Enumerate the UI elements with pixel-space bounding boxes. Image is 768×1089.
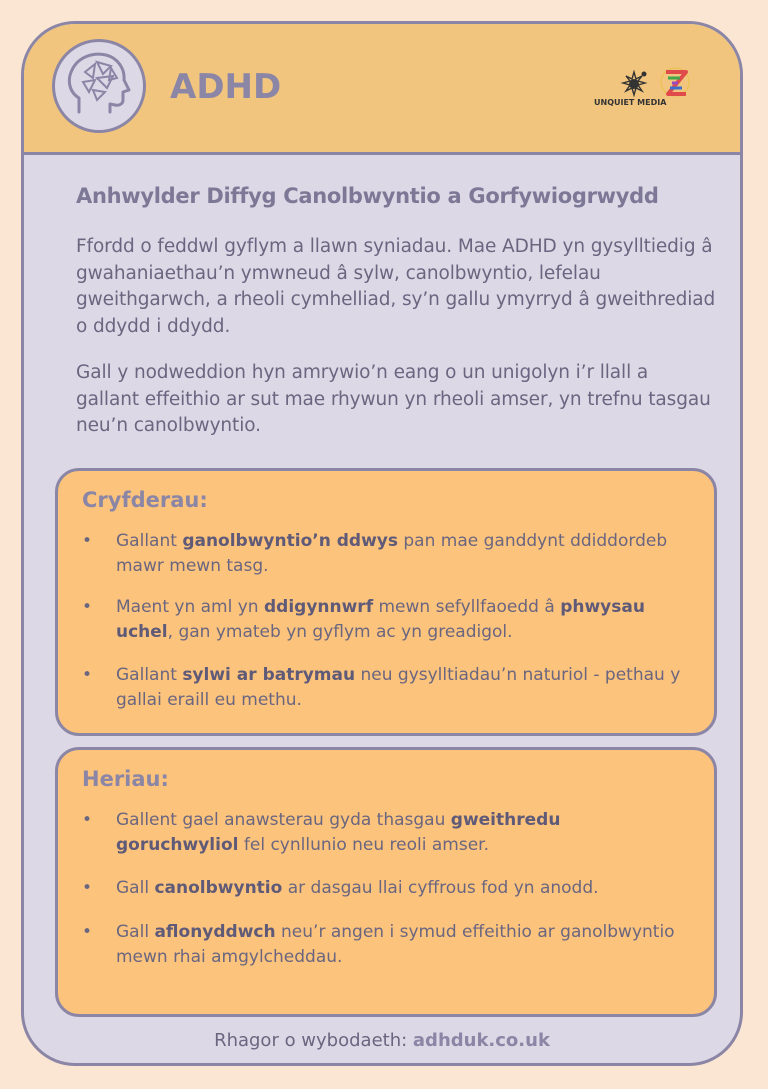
footer-link[interactable]: adhduk.co.uk — [412, 1030, 550, 1051]
list-item-text: Gallant sylwi ar batrymau neu gysylltiadau’n naturiol - pethau y gallai eraill eu methu. — [116, 665, 681, 710]
list-item-text: Gall aflonyddwch neu’r angen i symud effeithio ar ganolbwyntio mewn rhai amgylcheddau. — [116, 922, 675, 967]
strengths-title: Cryfderau: — [82, 488, 208, 512]
info-card — [21, 21, 743, 1066]
bullet: • — [82, 810, 93, 830]
card-header — [24, 24, 740, 155]
list-item-text: Maent yn aml yn ddigynnwrf mewn sefyllfaoedd â phwysau uchel, gan ymateb yn gyflym ac yn greadigol. — [116, 597, 645, 642]
list-item-text: Gallent gael anawsterau gyda thasgau gweithredu goruchwyliol fel cynllunio neu reoli amser. — [116, 810, 561, 855]
strengths-box — [55, 468, 717, 736]
subtitle: Anhwylder Diffyg Canolbwyntio a Gorfywiogrwydd — [76, 184, 659, 208]
logos — [594, 68, 694, 114]
footer-label: Rhagor o wybodaeth: — [214, 1030, 413, 1051]
footer — [24, 1030, 740, 1051]
intro-paragraph-1: Ffordd o feddwl gyflym a llawn syniadau. Mae ADHD yn gysylltiedig â gwahaniaethau’n ymwneud â sylw, canolbwyntio, lefelau gweithgarwch, a rheoli cymhelliad, sy’n gallu ymyrryd â gweithrediad o ddydd i ddydd. — [76, 236, 716, 337]
unquiet-media-logo-text: UNQUIET MEDIA — [594, 98, 667, 107]
page-title: ADHD — [170, 67, 282, 107]
bullet: • — [82, 878, 93, 898]
intro-paragraph-2: Gall y nodweddion hyn amrywio’n eang o un unigolyn i’r llall a gallant effeithio ar sut mae rhywun yn rheoli amser, yn trefnu tasgau neu’n canolbwyntio. — [76, 362, 711, 436]
challenges-box — [55, 747, 717, 1017]
head-brain-icon — [52, 39, 146, 133]
challenges-title: Heriau: — [82, 767, 169, 791]
list-item-text: Gallant ganolbwyntio’n ddwys pan mae ganddynt ddiddordeb mawr mewn tasg. — [116, 531, 668, 576]
list-item-text: Gall canolbwyntio ar dasgau llai cyffrous fod yn anodd. — [116, 878, 599, 898]
bullet: • — [82, 922, 93, 942]
bullet: • — [82, 597, 93, 617]
bullet: • — [82, 531, 93, 551]
rainbow-logo — [658, 62, 692, 102]
bullet: • — [82, 665, 93, 685]
unquiet-media-logo — [614, 68, 654, 98]
